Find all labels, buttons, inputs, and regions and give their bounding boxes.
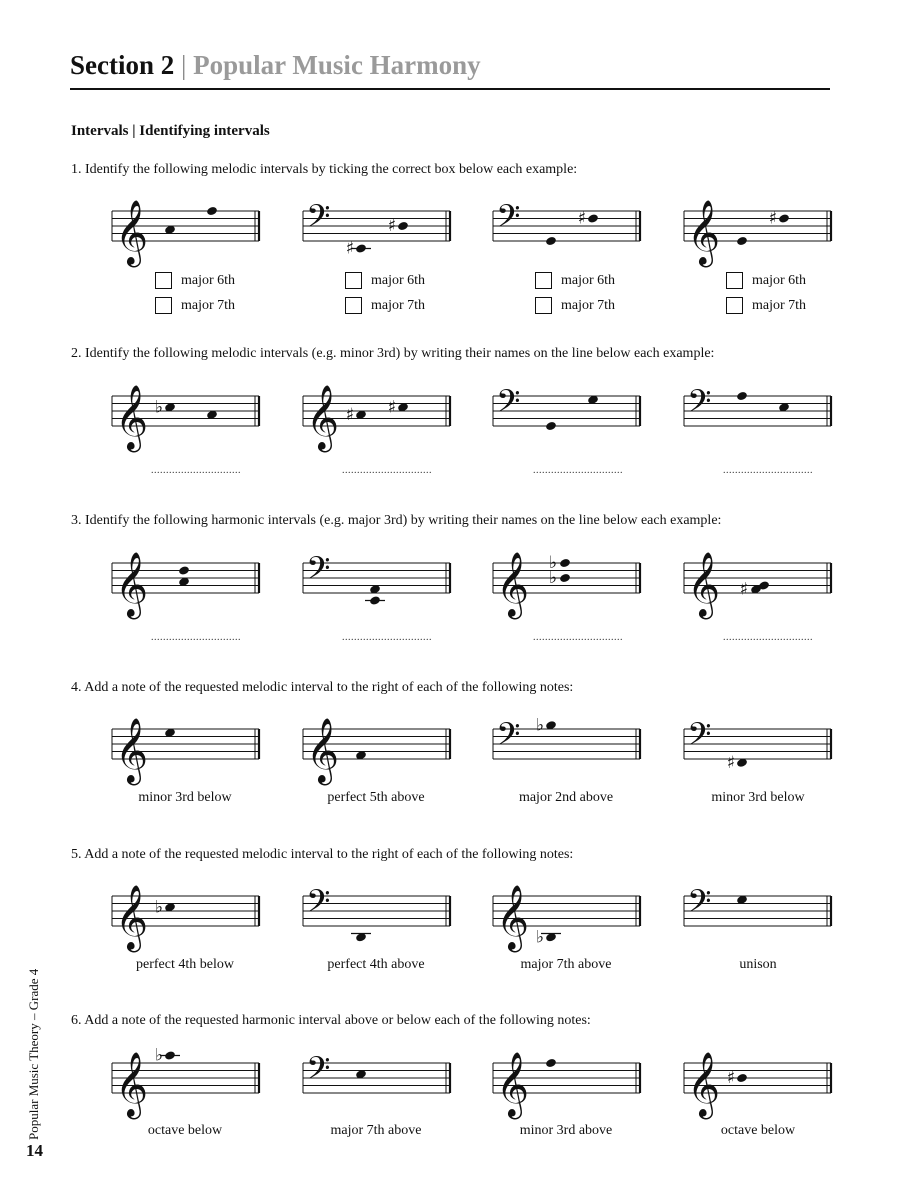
interval-label: perfect 5th above bbox=[327, 790, 425, 805]
note-head bbox=[559, 558, 571, 569]
sharp-accidental: ♯ bbox=[387, 216, 396, 236]
note-head bbox=[559, 573, 571, 584]
bass-clef: 𝄢 bbox=[687, 883, 712, 927]
option-label: major 6th bbox=[371, 272, 426, 288]
treble-clef: 𝄞 bbox=[115, 718, 149, 783]
sharp-accidental: ♯ bbox=[577, 208, 586, 229]
interval-label: major 2nd above bbox=[518, 790, 614, 805]
note-head bbox=[736, 391, 748, 402]
treble-clef: 𝄞 bbox=[115, 385, 149, 450]
treble-clef: 𝄞 bbox=[115, 885, 149, 950]
flat-accidental: ♭ bbox=[535, 715, 544, 736]
interval-label: unison bbox=[739, 957, 777, 972]
note-head bbox=[397, 221, 409, 232]
bass-clef: 𝄢 bbox=[687, 716, 712, 760]
treble-clef: 𝄞 bbox=[687, 552, 721, 617]
bass-clef: 𝄢 bbox=[496, 716, 521, 760]
bass-clef: 𝄢 bbox=[306, 883, 331, 927]
treble-clef: 𝄞 bbox=[496, 885, 530, 950]
treble-clef: 𝄞 bbox=[687, 1052, 721, 1117]
sharp-accidental: ♯ bbox=[345, 238, 354, 259]
treble-clef: 𝄞 bbox=[306, 718, 340, 783]
bass-clef: 𝄢 bbox=[306, 550, 331, 594]
answer-line[interactable]: .............................. bbox=[151, 465, 241, 476]
bass-clef: 𝄢 bbox=[687, 383, 712, 427]
flat-accidental: ♭ bbox=[535, 927, 544, 948]
note-head bbox=[736, 1073, 748, 1084]
header-separator: | bbox=[181, 50, 187, 80]
answer-line[interactable]: .............................. bbox=[151, 632, 241, 643]
interval-label: octave below bbox=[147, 1123, 223, 1138]
bass-clef: 𝄢 bbox=[496, 198, 521, 242]
sharp-accidental: ♯ bbox=[726, 1068, 735, 1088]
answer-line[interactable]: .............................. bbox=[533, 465, 623, 476]
sharp-accidental: ♯ bbox=[768, 208, 777, 229]
question-6-instruction: 6. Add a note of the requested harmonic interval above or below each of the following notes: bbox=[71, 1013, 591, 1028]
interval-label: minor 3rd above bbox=[519, 1123, 613, 1138]
question-4-instruction: 4. Add a note of the requested melodic interval to the right of each of the following notes: bbox=[71, 680, 574, 695]
bass-clef: 𝄢 bbox=[496, 383, 521, 427]
sharp-accidental: ♯ bbox=[739, 579, 748, 600]
question-5-instruction: 5. Add a note of the requested melodic interval to the right of each of the following notes: bbox=[71, 847, 574, 862]
interval-label: minor 3rd below bbox=[711, 790, 805, 805]
treble-clef: 𝄞 bbox=[496, 1052, 530, 1117]
book-title-vertical: Popular Music Theory – Grade 4 bbox=[26, 968, 41, 1140]
interval-label: octave below bbox=[720, 1123, 796, 1138]
sharp-accidental: ♯ bbox=[726, 752, 735, 773]
note-head bbox=[164, 1050, 176, 1061]
question-2-instruction: 2. Identify the following melodic intervals (e.g. minor 3rd) by writing their names on the line below each example: bbox=[71, 346, 715, 361]
note-head bbox=[369, 595, 381, 606]
bass-clef: 𝄢 bbox=[306, 1050, 331, 1094]
note-head bbox=[545, 421, 557, 432]
option-label: major 7th bbox=[561, 297, 616, 313]
answer-line[interactable]: .............................. bbox=[533, 632, 623, 643]
answer-line[interactable]: .............................. bbox=[342, 465, 432, 476]
flat-accidental: ♭ bbox=[548, 568, 557, 588]
section-subtitle: Popular Music Harmony bbox=[193, 50, 481, 80]
section-title: Section 2 bbox=[70, 50, 175, 80]
option-label: major 7th bbox=[181, 297, 236, 313]
note-head bbox=[545, 236, 557, 247]
option-label: major 7th bbox=[752, 297, 807, 313]
treble-clef: 𝄞 bbox=[687, 200, 721, 265]
note-head bbox=[778, 213, 790, 224]
question-3-instruction: 3. Identify the following harmonic intervals (e.g. major 3rd) by writing their names on the line below each example: bbox=[71, 513, 722, 528]
treble-clef: 𝄞 bbox=[115, 200, 149, 265]
option-label: major 6th bbox=[561, 272, 616, 288]
option-label: major 7th bbox=[371, 297, 426, 313]
answer-line[interactable]: .............................. bbox=[723, 465, 813, 476]
note-head bbox=[545, 1058, 557, 1069]
note-head bbox=[178, 565, 190, 576]
interval-label: major 7th above bbox=[330, 1123, 422, 1138]
subheading: Intervals | Identifying intervals bbox=[71, 123, 270, 139]
treble-clef: 𝄞 bbox=[306, 385, 340, 450]
interval-label: perfect 4th below bbox=[136, 957, 234, 972]
treble-clef: 𝄞 bbox=[115, 552, 149, 617]
note-head bbox=[736, 236, 748, 247]
bass-clef: 𝄢 bbox=[306, 198, 331, 242]
question-1-instruction: 1. Identify the following melodic intervals by ticking the correct box below each example: bbox=[71, 162, 578, 177]
sharp-accidental: ♯ bbox=[345, 404, 354, 425]
note-head bbox=[587, 213, 599, 224]
flat-accidental: ♭ bbox=[154, 897, 163, 918]
flat-accidental: ♭ bbox=[548, 553, 557, 573]
sharp-accidental: ♯ bbox=[387, 397, 396, 418]
note-head bbox=[355, 243, 367, 254]
flat-accidental: ♭ bbox=[154, 397, 163, 418]
interval-label: major 7th above bbox=[520, 957, 612, 972]
page-number: 14 bbox=[26, 1141, 43, 1160]
answer-line[interactable]: .............................. bbox=[342, 632, 432, 643]
interval-label: minor 3rd below bbox=[138, 790, 232, 805]
treble-clef: 𝄞 bbox=[496, 552, 530, 617]
note-head bbox=[206, 206, 218, 217]
flat-accidental: ♭ bbox=[154, 1045, 163, 1066]
answer-line[interactable]: .............................. bbox=[723, 632, 813, 643]
treble-clef: 𝄞 bbox=[115, 1052, 149, 1117]
option-label: major 6th bbox=[752, 272, 807, 288]
option-label: major 6th bbox=[181, 272, 236, 288]
interval-label: perfect 4th above bbox=[327, 957, 425, 972]
